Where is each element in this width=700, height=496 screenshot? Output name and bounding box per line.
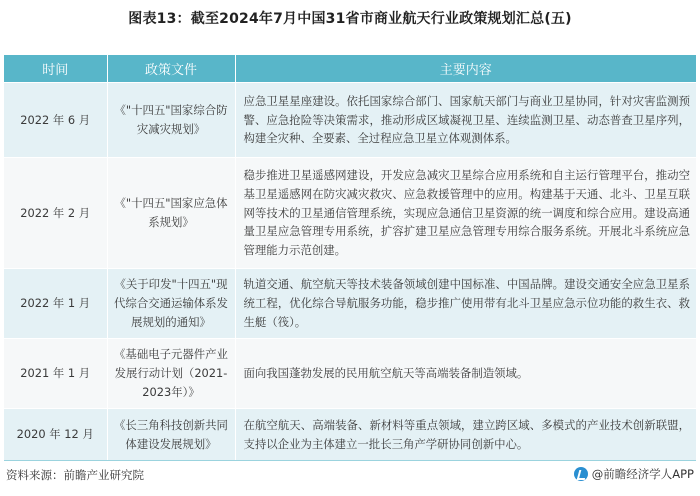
row-time: 2021 年 1 月: [4, 339, 107, 409]
brand-mark: [574, 466, 694, 482]
table-row: [4, 83, 696, 158]
row-content: 应急卫星星座建设。依托国家综合部门、国家航天部门与商业卫星协同，针对灾害监测预警、应急抢险等决策需求，推动形成区域凝视卫星、连续监测卫星、动态普查卫星序列，构建全灾种、全要素、全过程应急卫星立体观测体系。: [235, 83, 696, 158]
row-doc: 《长三角科技创新共同体建设发展规划》: [107, 409, 235, 461]
row-content: 在航空航天、高端装备、新材料等重点领域，建立跨区域、多模式的产业技术创新联盟，支持以企业为主体建立一批长三角产学研协同创新中心。: [235, 409, 696, 461]
footer-divider: [4, 460, 696, 461]
table-header-row: [4, 55, 696, 83]
table-row: [4, 158, 696, 269]
row-content: 稳步推进卫星遥感网建设，开发应急减灾卫星综合应用系统和自主运行管理平台，推动空基卫星遥感网在防灾减灾救灾、应急救援管理中的应用。构建基于天通、北斗、卫星互联网等技术的卫星通信管理系统，实现应急通信卫星资源的统一调度和综合应用。建设高通量卫星应急管理专用系统，扩容扩建卫星应急管理专用综合服务系统。开展北斗系统应急管理能力示范创建。: [235, 158, 696, 269]
row-doc: 《关于印发"十四五"现代综合交通运输体系发展规划的通知》: [107, 269, 235, 339]
qianzhan-logo-icon: [574, 467, 588, 481]
row-time: 2022 年 6 月: [4, 83, 107, 158]
policy-table: [4, 55, 696, 461]
row-doc: 《"十四五"国家综合防灾减灾规划》: [107, 83, 235, 158]
table-row: [4, 339, 696, 409]
header-content: 主要内容: [235, 55, 696, 83]
table-row: [4, 409, 696, 461]
row-time: 2022 年 2 月: [4, 158, 107, 269]
header-time: 时间: [4, 55, 107, 83]
row-time: 2020 年 12 月: [4, 409, 107, 461]
row-content: 面向我国蓬勃发展的民用航空航天等高端装备制造领域。: [235, 339, 696, 409]
brand-label: @前瞻经济学人APP: [591, 467, 694, 481]
row-doc: 《基础电子元器件产业发展行动计划（2021-2023年）》: [107, 339, 235, 409]
header-doc: 政策文件: [107, 55, 235, 83]
row-content: 轨道交通、航空航天等技术装备领域创建中国标准、中国品牌。建设交通安全应急卫星系统工程，优化综合导航服务功能，稳步推广使用带有北斗卫星应急示位功能的救生衣、救生艇（筏）。: [235, 269, 696, 339]
table-row: [4, 269, 696, 339]
row-time: 2022 年 1 月: [4, 269, 107, 339]
row-doc: 《"十四五"国家应急体系规划》: [107, 158, 235, 269]
chart-title: 图表13：截至2024年7月中国31省市商业航天行业政策规划汇总(五): [128, 11, 572, 27]
source-note: 资料来源：前瞻产业研究院: [6, 468, 144, 482]
